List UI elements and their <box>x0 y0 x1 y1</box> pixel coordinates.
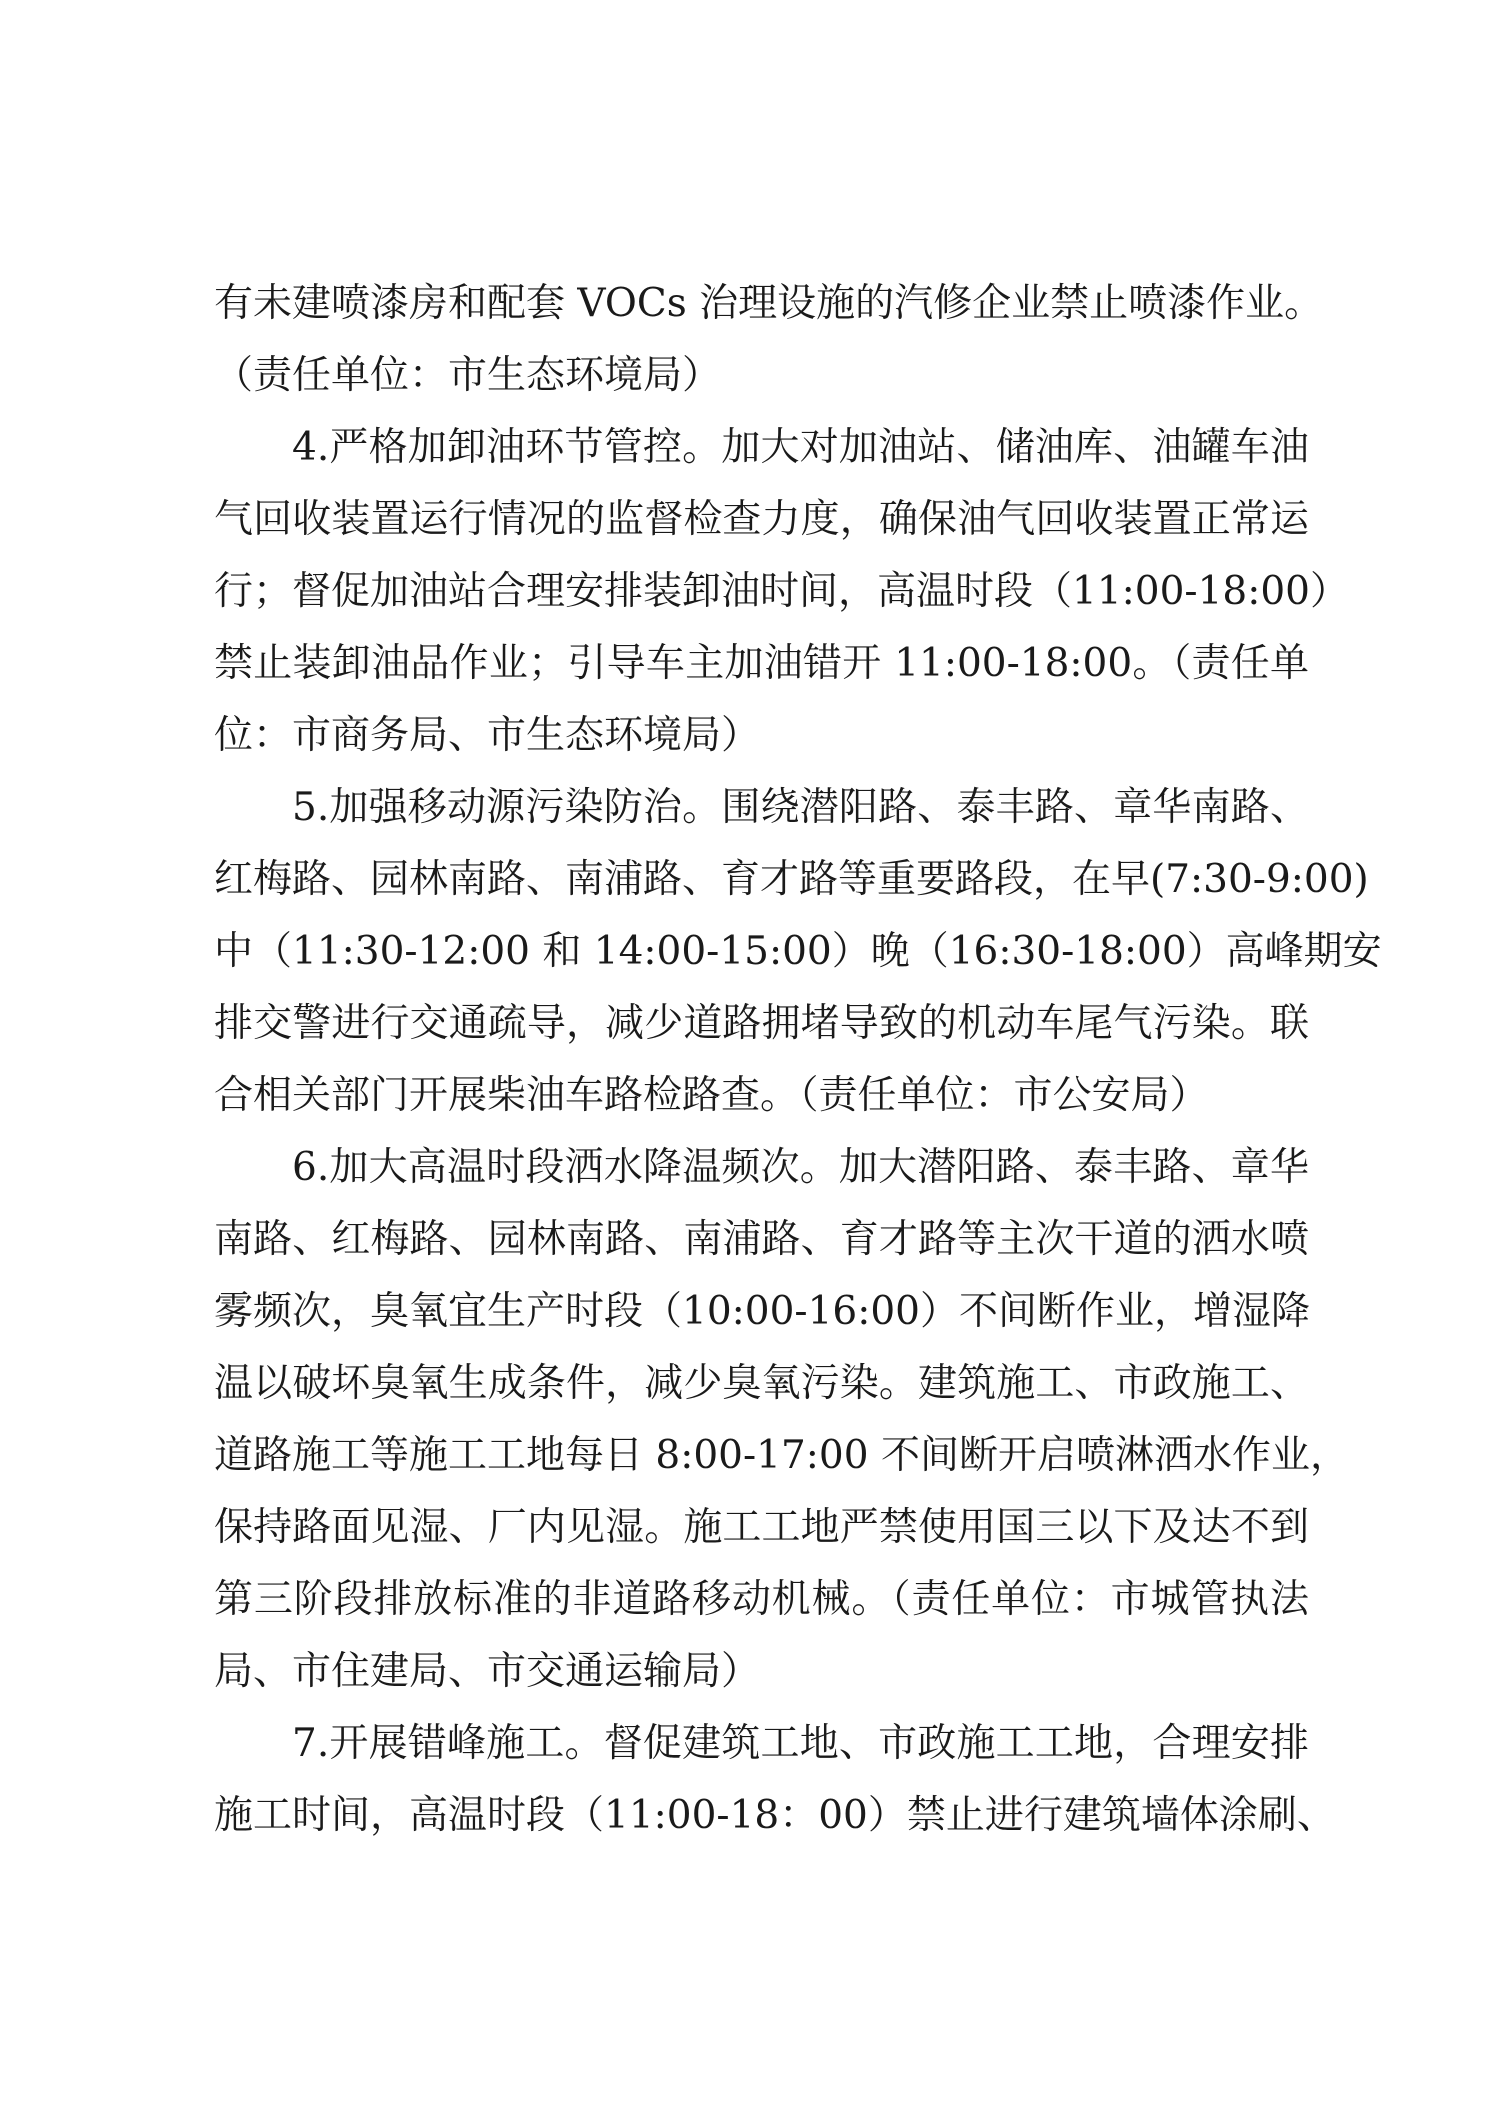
text-line: 雾频次，臭氧宜生产时段（10:00-16:00）不间断作业，增湿降 <box>214 1289 1310 1334</box>
text-line: 施工时间，高温时段（11:00-18：00）禁止进行建筑墙体涂刷、 <box>214 1793 1336 1838</box>
text-line: 合相关部门开展柴油车路检路查。（责任单位：市公安局） <box>214 1073 1209 1118</box>
text-line: 局、市住建局、市交通运输局） <box>214 1649 761 1694</box>
text-line: 有未建喷漆房和配套 VOCs 治理设施的汽修企业禁止喷漆作业。 <box>214 281 1324 326</box>
text-line: 中（11:30-12:00 和 14:00-15:00）晚（16:30-18:00）高峰期安 <box>214 929 1382 974</box>
body-text <box>214 268 1382 1852</box>
text-line: 禁止装卸油品作业；引导车主加油错开 11:00-18:00。（责任单 <box>214 641 1309 686</box>
text-line: 行；督促加油站合理安排装卸油时间，高温时段（11:00-18:00） <box>214 569 1349 614</box>
paragraph-7-start: 7.开展错峰施工。督促建筑工地、市政施工工地，合理安排 <box>292 1721 1309 1766</box>
text-line: 红梅路、园林南路、南浦路、育才路等重要路段，在早(7:30-9:00) <box>214 857 1369 902</box>
text-line: 气回收装置运行情况的监督检查力度，确保油气回收装置正常运 <box>214 497 1309 542</box>
paragraph-5-start: 5.加强移动源污染防治。围绕潜阳路、泰丰路、章华南路、 <box>292 785 1309 830</box>
text-line: 位：市商务局、市生态环境局） <box>214 713 761 758</box>
text-line: 温以破坏臭氧生成条件，减少臭氧污染。建筑施工、市政施工、 <box>214 1361 1309 1406</box>
paragraph-4-start: 4.严格加卸油环节管控。加大对加油站、储油库、油罐车油 <box>292 425 1309 470</box>
text-line: 南路、红梅路、园林南路、南浦路、育才路等主次干道的洒水喷 <box>214 1217 1309 1262</box>
text-line: 保持路面见湿、厂内见湿。施工工地严禁使用国三以下及达不到 <box>214 1505 1309 1550</box>
text-line: 第三阶段排放标准的非道路移动机械。（责任单位：市城管执法 <box>214 1577 1309 1622</box>
text-line: 道路施工等施工工地每日 8:00-17:00 不间断开启喷淋洒水作业， <box>214 1433 1349 1478</box>
paragraph-6-start: 6.加大高温时段洒水降温频次。加大潜阳路、泰丰路、章华 <box>292 1145 1309 1190</box>
text-line: （责任单位：市生态环境局） <box>214 353 722 398</box>
text-line: 排交警进行交通疏导，减少道路拥堵导致的机动车尾气污染。联 <box>214 1001 1309 1046</box>
